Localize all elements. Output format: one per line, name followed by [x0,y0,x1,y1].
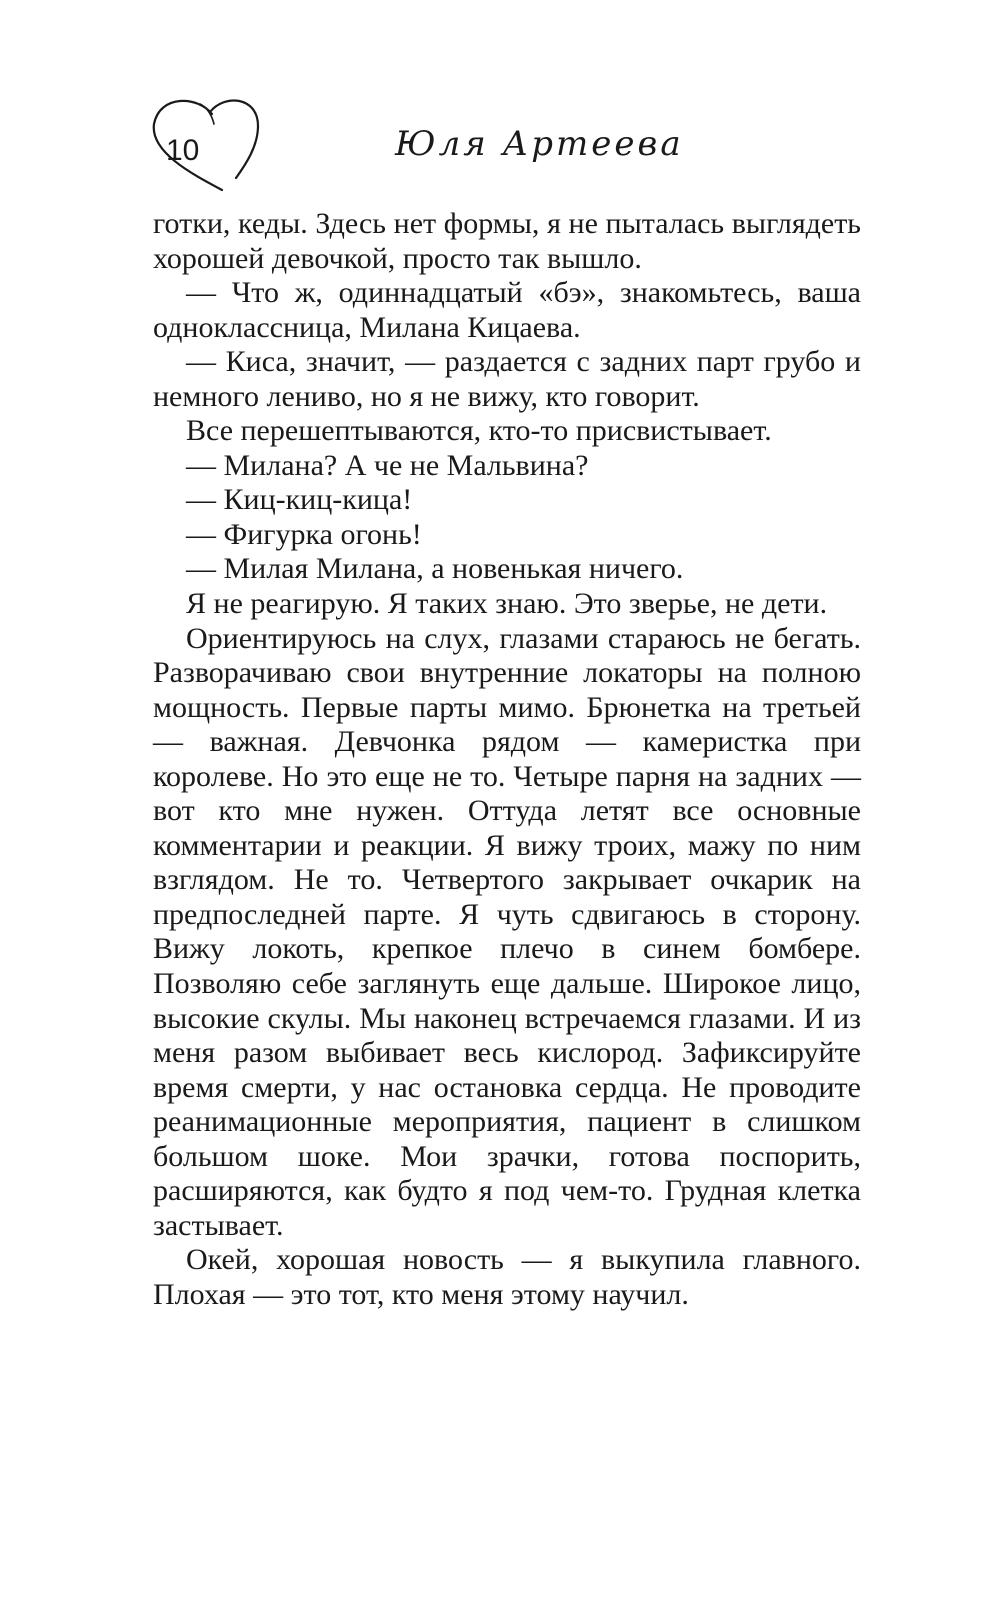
paragraph: — Киса, значит, — раздается с задних парт грубо и немного лениво, но я не вижу, кто говорит. [153,345,861,413]
paragraph: Ориентируюсь на слух, глазами стараюсь не бегать. Разворачиваю свои внутренние локаторы на полною мощность. Первые парты мимо. Брюнетка на третьей — важная. Девчонка рядом — камеристка при королеве. Но это еще не то. Четыре парня на задних — вот кто мне нужен. Оттуда летят все основные комментарии и реакции. Я вижу троих, мажу по ним взглядом. Не то. Четвертого закрывает очкарик на предпоследней парте. Я чуть сдвигаюсь в сторону. Вижу локоть, крепкое плечо в синем бомбере. Позволяю себе заглянуть еще дальше. Широкое лицо, высокие скулы. Мы наконец встречаемся глазами. И из меня разом выбивает весь кислород. Зафиксируйте время смерти, у нас остановка сердца. Не проводите реанимационные мероприятия, пациент в слишком большом шоке. Мои зрачки, готова поспорить, расширяются, как будто я под чем-то. Грудная клетка застывает. [153,621,861,1242]
paragraph: — Милана? А че не Мальвина? [186,448,589,482]
page-header [0,0,1000,200]
paragraph: — Что ж, одиннадцатый «бэ», знакомьтесь, ваша одноклассница, Милана Кицаева. [153,276,861,344]
paragraph: — Милая Милана, а новенькая ничего. [186,552,684,586]
running-title: Юля Артеева [395,124,684,164]
paragraph: Все перешептываются, кто-то присвистывает. [186,414,772,448]
paragraph: — Фигурка огонь! [186,517,422,551]
body-text [153,207,861,1313]
page-number: 10 [166,134,200,167]
paragraph: готки, кеды. Здесь нет формы, я не пыталась выглядеть хорошей девочкой, просто так вышло. [153,207,861,275]
paragraph: Я не реагирую. Я таких знаю. Это зверье, не дети. [186,587,828,621]
paragraph: Окей, хорошая новость — я выкупила главного. Плохая — это тот, кто меня этому научил. [153,1243,861,1311]
paragraph: — Киц-киц-кица! [186,483,413,517]
